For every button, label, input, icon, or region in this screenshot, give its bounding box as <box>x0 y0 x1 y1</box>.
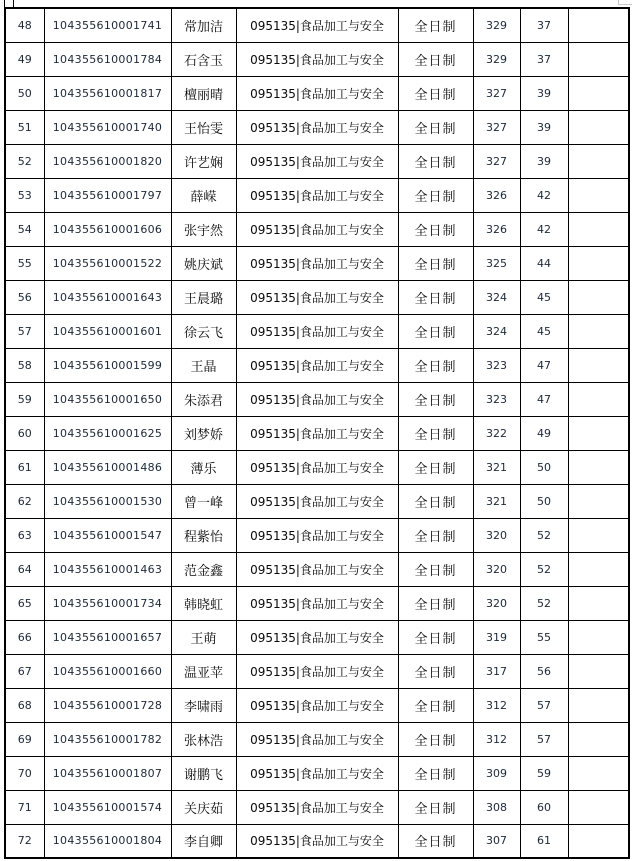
cell-candidate-name: 程紫怡 <box>171 518 236 552</box>
cell-note-empty <box>568 620 629 654</box>
cell-rank: 59 <box>520 756 568 790</box>
cell-note-empty <box>568 552 629 586</box>
cell-row-number: 69 <box>5 722 44 756</box>
cell-program: 095135|食品加工与安全 <box>236 416 398 450</box>
cell-candidate-id: 104355610001782 <box>44 722 171 756</box>
cell-study-type: 全日制 <box>398 76 473 110</box>
cell-rank: 50 <box>520 484 568 518</box>
cell-program: 095135|食品加工与安全 <box>236 756 398 790</box>
cell-score: 312 <box>473 688 520 722</box>
cell-study-type: 全日制 <box>398 314 473 348</box>
cell-program: 095135|食品加工与安全 <box>236 552 398 586</box>
cell-note-empty <box>568 586 629 620</box>
cell-rank: 49 <box>520 416 568 450</box>
cell-candidate-id: 104355610001657 <box>44 620 171 654</box>
cell-row-number: 62 <box>5 484 44 518</box>
cell-candidate-name: 檀丽晴 <box>171 76 236 110</box>
cell-program: 095135|食品加工与安全 <box>236 586 398 620</box>
cell-study-type: 全日制 <box>398 144 473 178</box>
cell-row-number: 71 <box>5 790 44 824</box>
cell-score: 325 <box>473 246 520 280</box>
cell-program: 095135|食品加工与安全 <box>236 620 398 654</box>
cell-study-type: 全日制 <box>398 722 473 756</box>
cell-program: 095135|食品加工与安全 <box>236 8 398 42</box>
cell-rank: 47 <box>520 382 568 416</box>
cell-rank: 39 <box>520 110 568 144</box>
cell-note-empty <box>568 42 629 76</box>
table-row <box>5 756 629 790</box>
table-row <box>5 110 629 144</box>
cell-row-number: 57 <box>5 314 44 348</box>
cell-candidate-name: 姚庆斌 <box>171 246 236 280</box>
cell-candidate-id: 104355610001741 <box>44 8 171 42</box>
cell-rank: 44 <box>520 246 568 280</box>
cell-score: 320 <box>473 518 520 552</box>
cell-score: 326 <box>473 212 520 246</box>
table-row <box>5 76 629 110</box>
cell-row-number: 70 <box>5 756 44 790</box>
cell-study-type: 全日制 <box>398 382 473 416</box>
cell-rank: 52 <box>520 552 568 586</box>
cell-study-type: 全日制 <box>398 348 473 382</box>
cell-study-type: 全日制 <box>398 552 473 586</box>
cell-score: 329 <box>473 8 520 42</box>
cell-candidate-id: 104355610001784 <box>44 42 171 76</box>
cell-rank: 39 <box>520 144 568 178</box>
cell-row-number: 68 <box>5 688 44 722</box>
cell-note-empty <box>568 8 629 42</box>
cell-candidate-name: 范金鑫 <box>171 552 236 586</box>
table-row <box>5 586 629 620</box>
cell-rank: 60 <box>520 790 568 824</box>
cell-candidate-name: 谢鹏飞 <box>171 756 236 790</box>
cell-program: 095135|食品加工与安全 <box>236 246 398 280</box>
cell-candidate-id: 104355610001817 <box>44 76 171 110</box>
cell-program: 095135|食品加工与安全 <box>236 518 398 552</box>
cell-candidate-id: 104355610001650 <box>44 382 171 416</box>
cell-study-type: 全日制 <box>398 212 473 246</box>
cell-score: 308 <box>473 790 520 824</box>
cell-candidate-name: 徐云飞 <box>171 314 236 348</box>
cell-program: 095135|食品加工与安全 <box>236 722 398 756</box>
cell-program: 095135|食品加工与安全 <box>236 824 398 858</box>
cell-program: 095135|食品加工与安全 <box>236 484 398 518</box>
cell-row-number: 51 <box>5 110 44 144</box>
cell-study-type: 全日制 <box>398 280 473 314</box>
cell-candidate-name: 石含玉 <box>171 42 236 76</box>
cell-candidate-name: 曾一峰 <box>171 484 236 518</box>
cell-row-number: 60 <box>5 416 44 450</box>
cell-candidate-name: 温亚苹 <box>171 654 236 688</box>
cell-row-number: 64 <box>5 552 44 586</box>
cell-candidate-id: 104355610001547 <box>44 518 171 552</box>
cell-note-empty <box>568 722 629 756</box>
cell-candidate-name: 李自卿 <box>171 824 236 858</box>
cell-row-number: 53 <box>5 178 44 212</box>
cell-row-number: 54 <box>5 212 44 246</box>
cell-note-empty <box>568 688 629 722</box>
cell-score: 319 <box>473 620 520 654</box>
cell-note-empty <box>568 382 629 416</box>
cell-candidate-name: 刘梦娇 <box>171 416 236 450</box>
cell-study-type: 全日制 <box>398 756 473 790</box>
cell-row-number: 63 <box>5 518 44 552</box>
cell-note-empty <box>568 518 629 552</box>
table-row <box>5 42 629 76</box>
cell-study-type: 全日制 <box>398 688 473 722</box>
cell-row-number: 52 <box>5 144 44 178</box>
cell-row-number: 67 <box>5 654 44 688</box>
cell-rank: 55 <box>520 620 568 654</box>
cell-program: 095135|食品加工与安全 <box>236 42 398 76</box>
cell-candidate-id: 104355610001660 <box>44 654 171 688</box>
cell-program: 095135|食品加工与安全 <box>236 280 398 314</box>
cell-candidate-id: 104355610001574 <box>44 790 171 824</box>
cell-rank: 45 <box>520 314 568 348</box>
table-row <box>5 144 629 178</box>
cell-note-empty <box>568 246 629 280</box>
cell-note-empty <box>568 756 629 790</box>
cell-program: 095135|食品加工与安全 <box>236 348 398 382</box>
table-row <box>5 280 629 314</box>
cell-rank: 45 <box>520 280 568 314</box>
cell-score: 327 <box>473 110 520 144</box>
cell-program: 095135|食品加工与安全 <box>236 314 398 348</box>
cell-candidate-id: 104355610001797 <box>44 178 171 212</box>
cell-score: 327 <box>473 144 520 178</box>
cell-score: 323 <box>473 348 520 382</box>
cell-study-type: 全日制 <box>398 654 473 688</box>
cell-score: 312 <box>473 722 520 756</box>
cell-note-empty <box>568 212 629 246</box>
cell-candidate-id: 104355610001625 <box>44 416 171 450</box>
table-row <box>5 620 629 654</box>
cell-candidate-name: 王晶 <box>171 348 236 382</box>
cell-row-number: 48 <box>5 8 44 42</box>
cell-rank: 47 <box>520 348 568 382</box>
cell-score: 309 <box>473 756 520 790</box>
cell-candidate-id: 104355610001820 <box>44 144 171 178</box>
cell-candidate-id: 104355610001463 <box>44 552 171 586</box>
table-row <box>5 688 629 722</box>
cell-rank: 42 <box>520 178 568 212</box>
cell-candidate-name: 常加洁 <box>171 8 236 42</box>
cell-study-type: 全日制 <box>398 110 473 144</box>
cropped-gridline-fragment-left-2 <box>13 0 14 7</box>
cell-score: 307 <box>473 824 520 858</box>
cell-program: 095135|食品加工与安全 <box>236 110 398 144</box>
cell-study-type: 全日制 <box>398 246 473 280</box>
cell-score: 322 <box>473 416 520 450</box>
cell-row-number: 49 <box>5 42 44 76</box>
cell-candidate-name: 张林浩 <box>171 722 236 756</box>
cell-row-number: 55 <box>5 246 44 280</box>
cell-study-type: 全日制 <box>398 450 473 484</box>
cell-rank: 61 <box>520 824 568 858</box>
cell-row-number: 56 <box>5 280 44 314</box>
table-row <box>5 450 629 484</box>
cell-program: 095135|食品加工与安全 <box>236 178 398 212</box>
cell-score: 324 <box>473 314 520 348</box>
cell-rank: 39 <box>520 76 568 110</box>
cell-note-empty <box>568 790 629 824</box>
table-row <box>5 246 629 280</box>
cell-program: 095135|食品加工与安全 <box>236 212 398 246</box>
cell-study-type: 全日制 <box>398 518 473 552</box>
cell-rank: 52 <box>520 518 568 552</box>
cell-row-number: 50 <box>5 76 44 110</box>
cell-candidate-id: 104355610001606 <box>44 212 171 246</box>
cell-note-empty <box>568 824 629 858</box>
cell-candidate-id: 104355610001522 <box>44 246 171 280</box>
cell-note-empty <box>568 654 629 688</box>
cell-candidate-name: 李啸雨 <box>171 688 236 722</box>
cell-note-empty <box>568 76 629 110</box>
cell-candidate-id: 104355610001643 <box>44 280 171 314</box>
cell-program: 095135|食品加工与安全 <box>236 790 398 824</box>
cropped-gridline-fragment-left-1 <box>4 0 5 7</box>
cell-candidate-name: 王晨璐 <box>171 280 236 314</box>
cell-score: 321 <box>473 484 520 518</box>
cell-study-type: 全日制 <box>398 484 473 518</box>
cell-rank: 50 <box>520 450 568 484</box>
cell-candidate-id: 104355610001599 <box>44 348 171 382</box>
cell-row-number: 59 <box>5 382 44 416</box>
cell-candidate-name: 薛嵘 <box>171 178 236 212</box>
cell-note-empty <box>568 348 629 382</box>
cell-row-number: 61 <box>5 450 44 484</box>
cell-score: 324 <box>473 280 520 314</box>
cell-candidate-id: 104355610001601 <box>44 314 171 348</box>
table-row <box>5 416 629 450</box>
table-row <box>5 178 629 212</box>
cell-candidate-name: 薄乐 <box>171 450 236 484</box>
cell-rank: 57 <box>520 722 568 756</box>
table-row <box>5 314 629 348</box>
cell-program: 095135|食品加工与安全 <box>236 450 398 484</box>
table-row <box>5 212 629 246</box>
cell-note-empty <box>568 280 629 314</box>
cell-candidate-id: 104355610001740 <box>44 110 171 144</box>
cell-row-number: 65 <box>5 586 44 620</box>
cell-candidate-name: 韩晓虹 <box>171 586 236 620</box>
cell-row-number: 66 <box>5 620 44 654</box>
cell-candidate-id: 104355610001530 <box>44 484 171 518</box>
table-row <box>5 722 629 756</box>
cell-study-type: 全日制 <box>398 824 473 858</box>
cell-note-empty <box>568 416 629 450</box>
admission-list-table <box>4 7 630 859</box>
cropped-sheet-gridline-top-right-horizontal <box>618 4 632 5</box>
cell-program: 095135|食品加工与安全 <box>236 76 398 110</box>
cell-note-empty <box>568 314 629 348</box>
table-row <box>5 348 629 382</box>
cell-candidate-name: 朱添君 <box>171 382 236 416</box>
table-row <box>5 484 629 518</box>
table-row <box>5 552 629 586</box>
cell-candidate-id: 104355610001734 <box>44 586 171 620</box>
cell-note-empty <box>568 178 629 212</box>
table-row <box>5 824 629 858</box>
cell-study-type: 全日制 <box>398 42 473 76</box>
cell-program: 095135|食品加工与安全 <box>236 654 398 688</box>
cell-row-number: 58 <box>5 348 44 382</box>
table-body <box>5 8 629 858</box>
cell-score: 317 <box>473 654 520 688</box>
cell-candidate-id: 104355610001807 <box>44 756 171 790</box>
cell-candidate-name: 王萌 <box>171 620 236 654</box>
cell-score: 329 <box>473 42 520 76</box>
cell-study-type: 全日制 <box>398 586 473 620</box>
cell-study-type: 全日制 <box>398 8 473 42</box>
cell-note-empty <box>568 110 629 144</box>
cell-note-empty <box>568 450 629 484</box>
table-row <box>5 790 629 824</box>
cell-candidate-name: 王怡雯 <box>171 110 236 144</box>
cell-rank: 37 <box>520 42 568 76</box>
cell-rank: 37 <box>520 8 568 42</box>
cell-note-empty <box>568 144 629 178</box>
cell-rank: 56 <box>520 654 568 688</box>
table-row <box>5 382 629 416</box>
cell-score: 321 <box>473 450 520 484</box>
cell-score: 327 <box>473 76 520 110</box>
cell-candidate-name: 张宇然 <box>171 212 236 246</box>
cell-score: 320 <box>473 586 520 620</box>
cell-candidate-id: 104355610001804 <box>44 824 171 858</box>
table-row <box>5 654 629 688</box>
cell-rank: 52 <box>520 586 568 620</box>
cell-score: 326 <box>473 178 520 212</box>
table-row <box>5 518 629 552</box>
cell-study-type: 全日制 <box>398 620 473 654</box>
cell-program: 095135|食品加工与安全 <box>236 382 398 416</box>
cell-score: 323 <box>473 382 520 416</box>
cell-study-type: 全日制 <box>398 790 473 824</box>
cell-study-type: 全日制 <box>398 178 473 212</box>
cell-rank: 57 <box>520 688 568 722</box>
cell-note-empty <box>568 484 629 518</box>
cell-program: 095135|食品加工与安全 <box>236 144 398 178</box>
cell-candidate-name: 关庆茹 <box>171 790 236 824</box>
table-row <box>5 8 629 42</box>
cell-score: 320 <box>473 552 520 586</box>
cell-program: 095135|食品加工与安全 <box>236 688 398 722</box>
cell-study-type: 全日制 <box>398 416 473 450</box>
cell-row-number: 72 <box>5 824 44 858</box>
cell-candidate-id: 104355610001728 <box>44 688 171 722</box>
cell-rank: 42 <box>520 212 568 246</box>
cell-candidate-id: 104355610001486 <box>44 450 171 484</box>
cell-candidate-name: 许艺娴 <box>171 144 236 178</box>
